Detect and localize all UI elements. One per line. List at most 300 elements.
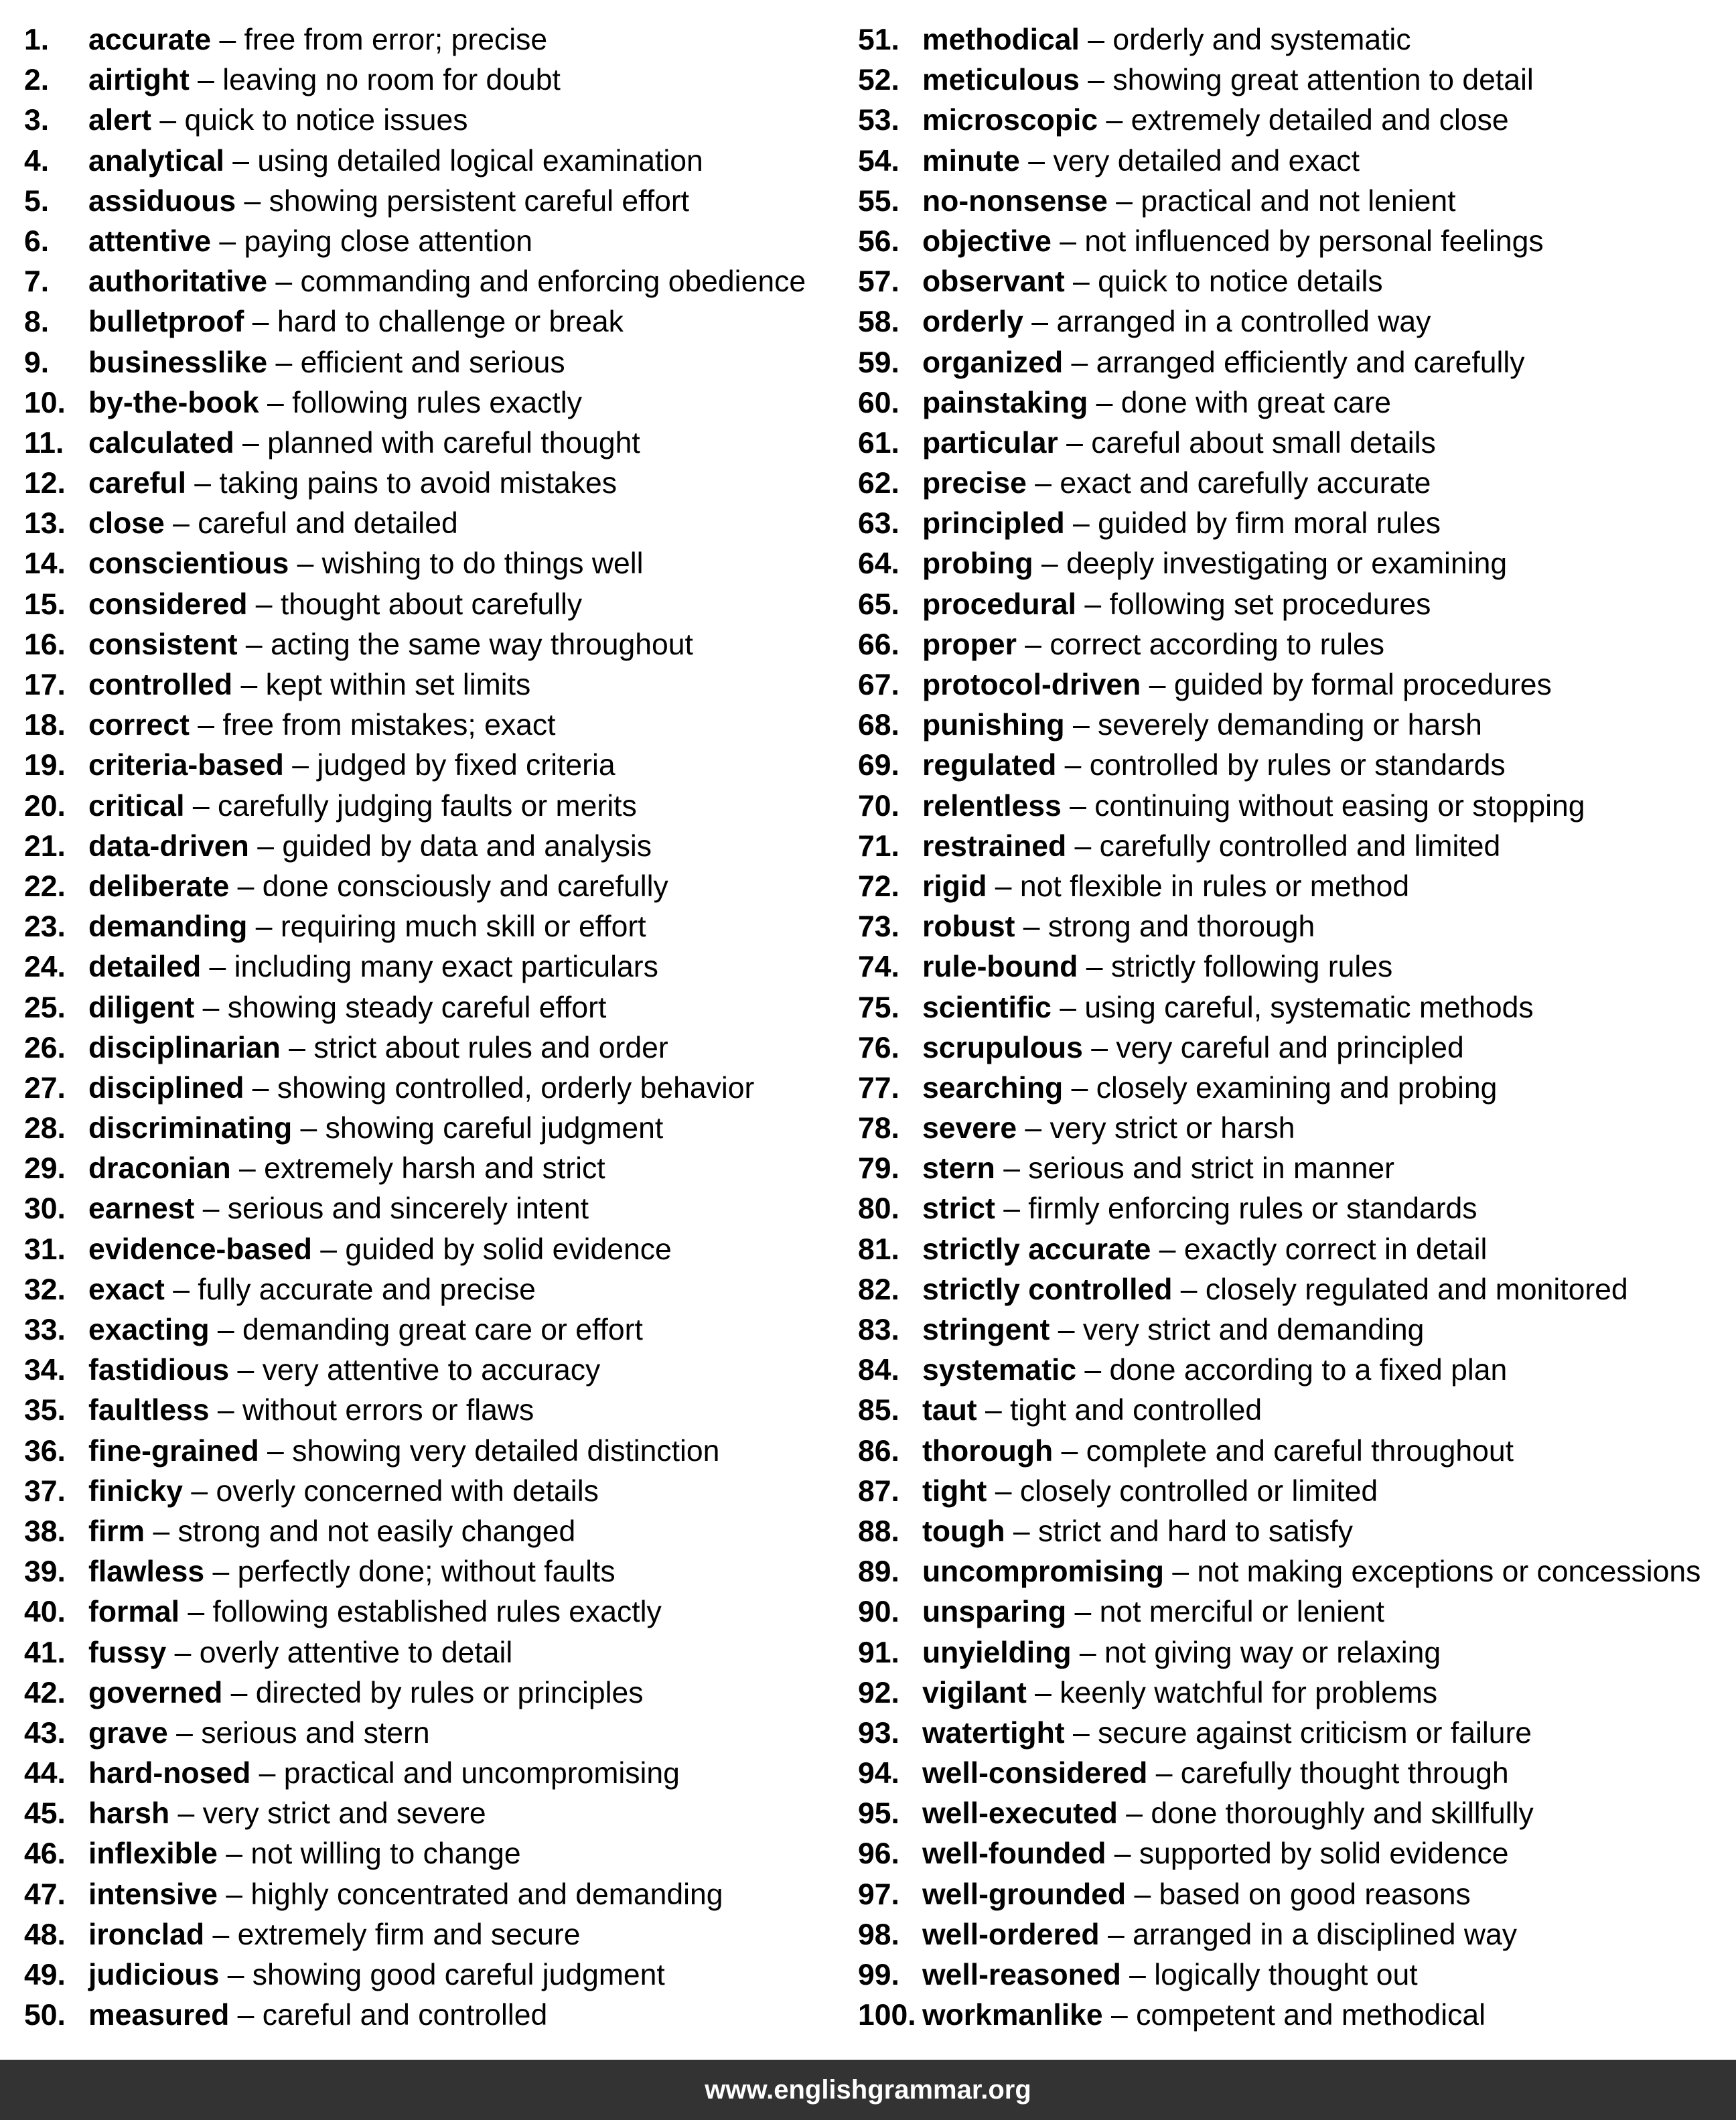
item-definition: – showing controlled, orderly behavior [244,1071,755,1105]
item-number: 82. [858,1273,899,1306]
list-item [24,1149,806,1189]
list-item [24,1350,806,1391]
item-number: 71. [858,829,899,863]
item-word: fastidious [88,1354,230,1387]
item-definition: – using careful, systematic methods [1051,991,1534,1024]
list-item [24,423,806,464]
item-definition: – showing persistent careful effort [236,184,690,218]
item-number: 30. [24,1192,66,1226]
item-word: critical [88,789,185,823]
list-item [24,464,806,504]
list-item [858,1592,1701,1632]
item-word: finicky [88,1474,183,1508]
list-item [858,1673,1701,1713]
item-number: 73. [858,910,899,944]
item-word: unyielding [922,1636,1072,1669]
list-item [858,705,1701,746]
item-definition: – arranged in a controlled way [1023,305,1431,339]
item-definition: – directed by rules or principles [222,1676,644,1709]
list-item [24,302,806,342]
item-number: 95. [858,1797,899,1831]
item-number: 54. [858,144,899,178]
list-item [858,1431,1701,1472]
item-word: considered [88,587,248,621]
item-word: principled [922,507,1065,541]
list-item [858,262,1701,302]
list-item [24,1310,806,1350]
item-word: inflexible [88,1837,218,1871]
item-definition: – overly concerned with details [182,1474,599,1508]
list-item [858,1834,1701,1874]
item-word: attentive [88,224,211,258]
item-number: 79. [858,1152,899,1186]
list-item [858,827,1701,867]
item-definition: – very strict and demanding [1050,1314,1425,1346]
item-word: thorough [922,1434,1054,1468]
item-number: 26. [24,1031,66,1064]
item-word: precise [922,467,1027,500]
list-item [24,746,806,786]
item-definition: – following set procedures [1076,587,1431,621]
item-number: 99. [858,1959,899,1991]
item-word: assiduous [88,184,236,218]
item-word: analytical [88,144,224,178]
item-word: disciplinarian [88,1031,281,1064]
item-definition: – complete and careful throughout [1053,1434,1514,1468]
list-item [858,1109,1701,1149]
item-number: 72. [858,869,899,903]
list-item [858,1713,1701,1754]
list-item [24,1633,806,1673]
item-definition: – exact and carefully accurate [1026,467,1431,500]
item-number: 8. [24,305,50,339]
item-word: methodical [922,23,1080,56]
item-number: 6. [24,224,50,258]
item-number: 67. [858,668,899,701]
list-item [858,746,1701,786]
item-word: robust [922,910,1015,944]
item-definition: – deeply investigating or examining [1033,547,1508,581]
item-number: 42. [24,1676,66,1709]
item-word: relentless [922,789,1062,823]
item-number: 98. [858,1918,899,1951]
item-word: formal [88,1596,179,1629]
item-definition: – extremely firm and secure [204,1918,581,1951]
item-number: 60. [858,386,899,419]
item-number: 51. [858,23,899,56]
footer-bar [0,2060,1736,2120]
list-item [858,100,1701,141]
item-definition: – practical and not lenient [1107,184,1456,218]
item-number: 77. [858,1071,899,1105]
item-word: microscopic [922,104,1098,137]
item-definition: – hard to challenge or break [244,305,624,339]
item-number: 36. [24,1434,66,1468]
item-number: 70. [858,789,899,823]
list-item [858,786,1701,827]
item-definition: – demanding great care or effort [209,1314,643,1346]
item-number: 56. [858,224,899,258]
list-item [858,947,1701,987]
list-item [24,60,806,100]
item-word: well-considered [922,1757,1148,1790]
item-word: careful [88,467,186,500]
list-item [858,1754,1701,1794]
item-number: 20. [24,789,66,823]
item-word: harsh [88,1797,170,1831]
item-word: stern [922,1152,995,1186]
list-item [24,1834,806,1874]
item-number: 81. [858,1232,899,1266]
item-word: authoritative [88,265,268,299]
item-definition: – efficient and serious [267,346,565,379]
item-definition: – strict and hard to satisfy [1005,1514,1353,1548]
item-number: 48. [24,1918,66,1951]
item-word: well-reasoned [922,1959,1121,1991]
item-definition: – carefully thought through [1147,1757,1509,1790]
item-definition: – careful about small details [1058,426,1436,460]
list-item [24,383,806,423]
item-word: draconian [88,1152,231,1186]
item-number: 5. [24,184,50,218]
list-item [24,1270,806,1310]
item-word: disciplined [88,1071,244,1105]
item-definition: – not flexible in rules or method [987,869,1410,903]
right-column [858,20,1701,2036]
list-item [24,1875,806,1915]
item-number: 32. [24,1273,66,1306]
item-definition: – very strict or harsh [1017,1112,1295,1145]
list-item [24,1915,806,1955]
item-word: stringent [922,1314,1050,1346]
item-word: proper [922,628,1017,661]
list-item [24,907,806,947]
item-number: 12. [24,467,66,500]
item-word: by-the-book [88,386,259,419]
item-word: meticulous [922,64,1080,97]
item-definition: – very detailed and exact [1019,144,1360,178]
list-item [858,585,1701,625]
item-word: consistent [88,628,238,661]
list-item [24,222,806,262]
item-definition: – controlled by rules or standards [1056,749,1506,782]
item-number: 92. [858,1676,899,1709]
item-definition: – severely demanding or harsh [1064,709,1482,742]
item-word: controlled [88,668,233,701]
item-number: 90. [858,1596,899,1629]
item-number: 84. [858,1354,899,1387]
item-word: minute [922,144,1020,178]
list-item [24,867,806,907]
item-number: 10. [24,386,66,419]
list-item [24,585,806,625]
list-item [24,1552,806,1592]
item-definition: – extremely harsh and strict [230,1152,605,1186]
item-word: objective [922,224,1052,258]
item-definition: – guided by formal procedures [1141,668,1552,701]
item-definition: – commanding and enforcing obedience [267,265,806,299]
item-definition: – done with great care [1088,386,1391,419]
item-definition: – closely examining and probing [1063,1071,1498,1105]
item-number: 69. [858,749,899,782]
list-item [858,1995,1701,2036]
item-word: well-founded [922,1837,1106,1871]
list-item [858,665,1701,705]
item-definition: – judged by fixed criteria [283,749,616,782]
item-number: 85. [858,1394,899,1427]
list-item [858,504,1701,544]
item-definition: – not merciful or lenient [1066,1596,1384,1629]
item-number: 37. [24,1474,66,1508]
item-definition: – serious and sincerely intent [194,1192,589,1226]
item-definition: – carefully judging faults or merits [184,789,637,823]
item-word: tight [922,1474,987,1508]
item-definition: – done consciously and carefully [229,869,668,903]
item-word: observant [922,265,1065,299]
list-item [858,222,1701,262]
item-number: 89. [858,1555,899,1589]
item-word: ironclad [88,1918,205,1951]
item-number: 58. [858,305,899,339]
left-column [24,20,806,2036]
item-definition: – free from mistakes; exact [189,709,556,742]
list-item [858,544,1701,584]
list-item [24,544,806,584]
item-definition: – kept within set limits [232,668,531,701]
list-item [24,1995,806,2036]
item-word: discriminating [88,1112,293,1145]
item-word: strictly controlled [922,1273,1173,1306]
list-item [24,1230,806,1270]
item-word: data-driven [88,829,249,863]
item-word: organized [922,346,1064,379]
item-number: 65. [858,587,899,621]
item-word: severe [922,1112,1017,1145]
list-item [858,1068,1701,1109]
list-item [24,1391,806,1431]
item-definition: – taking pains to avoid mistakes [186,467,618,500]
item-number: 43. [24,1716,66,1750]
item-definition: – perfectly done; without faults [204,1555,616,1589]
item-definition: – showing good careful judgment [219,1959,665,1991]
list-item [858,1189,1701,1229]
item-word: well-executed [922,1797,1118,1831]
item-word: businesslike [88,346,268,379]
item-word: intensive [88,1878,218,1911]
item-word: protocol-driven [922,668,1141,701]
list-item [24,100,806,141]
item-word: grave [88,1716,168,1750]
item-number: 55. [858,184,899,218]
list-item [24,1068,806,1109]
item-number: 45. [24,1797,66,1831]
item-definition: – supported by solid evidence [1106,1837,1509,1871]
list-item [24,1713,806,1754]
item-word: correct [88,709,190,742]
item-number: 50. [24,1999,66,2032]
item-number: 34. [24,1354,66,1387]
item-word: probing [922,547,1033,581]
list-item [24,1189,806,1229]
item-number: 41. [24,1636,66,1669]
item-word: searching [922,1071,1064,1105]
list-item [858,1512,1701,1552]
item-number: 96. [858,1837,899,1871]
item-number: 68. [858,709,899,742]
list-item [858,1915,1701,1955]
item-word: measured [88,1999,230,2032]
item-word: scrupulous [922,1031,1083,1064]
list-item [24,1109,806,1149]
item-definition: – showing great attention to detail [1079,64,1534,97]
list-item [24,1794,806,1834]
item-definition: – firmly enforcing rules or standards [995,1192,1477,1226]
list-item [24,665,806,705]
item-number: 86. [858,1434,899,1468]
item-definition: – arranged in a disciplined way [1099,1918,1517,1951]
item-word: strict [922,1192,995,1226]
item-definition: – leaving no room for doubt [189,64,561,97]
list-item [24,625,806,665]
item-definition: – following rules exactly [259,386,582,419]
list-item [24,786,806,827]
item-word: fussy [88,1636,167,1669]
list-item [858,1391,1701,1431]
item-number: 62. [858,467,899,500]
item-word: judicious [88,1959,220,1991]
item-definition: – using detailed logical examination [224,144,703,178]
item-number: 17. [24,668,66,701]
list-item [858,343,1701,383]
item-word: demanding [88,910,248,944]
item-word: faultless [88,1394,210,1427]
item-word: conscientious [88,547,289,581]
item-definition: – planned with careful thought [234,426,640,460]
list-item [858,1270,1701,1310]
item-number: 49. [24,1959,66,1991]
item-word: rule-bound [922,950,1078,984]
list-item [24,1512,806,1552]
item-definition: – continuing without easing or stopping [1061,789,1585,823]
item-number: 2. [24,64,50,97]
item-definition: – based on good reasons [1126,1878,1471,1911]
list-item [24,827,806,867]
item-definition: – arranged efficiently and carefully [1063,346,1525,379]
item-definition: – keenly watchful for problems [1026,1676,1438,1709]
list-item [858,302,1701,342]
list-item [24,1028,806,1068]
item-number: 53. [858,104,899,137]
item-definition: – following established rules exactly [179,1596,662,1629]
list-item [24,705,806,746]
item-number: 78. [858,1112,899,1145]
item-definition: – without errors or flaws [209,1394,534,1427]
item-definition: – free from error; precise [211,23,548,56]
item-word: procedural [922,587,1076,621]
item-definition: – serious and stern [167,1716,430,1750]
item-number: 14. [24,547,66,581]
item-number: 66. [858,628,899,661]
item-definition: – exactly correct in detail [1151,1232,1488,1266]
item-definition: – wishing to do things well [289,547,644,581]
list-item [858,1794,1701,1834]
list-item [858,1310,1701,1350]
item-number: 39. [24,1555,66,1589]
list-item [858,1552,1701,1592]
list-item [24,1673,806,1713]
list-item [858,20,1701,60]
item-definition: – carefully controlled and limited [1066,829,1501,863]
list-item [858,383,1701,423]
item-definition: – guided by data and analysis [248,829,652,863]
item-definition: – quick to notice issues [151,104,468,137]
list-item [24,141,806,182]
item-word: close [88,507,165,541]
item-word: tough [922,1514,1005,1548]
item-definition: – careful and detailed [164,507,458,541]
item-number: 9. [24,346,50,379]
item-word: exact [88,1273,165,1306]
item-definition: – done thoroughly and skillfully [1117,1797,1534,1831]
item-definition: – extremely detailed and close [1098,104,1509,137]
item-number: 19. [24,749,66,782]
list-item [24,20,806,60]
list-item [24,1472,806,1512]
item-number: 93. [858,1716,899,1750]
item-word: regulated [922,749,1057,782]
item-word: hard-nosed [88,1757,251,1790]
item-definition: – strict about rules and order [280,1031,668,1064]
item-definition: – not giving way or relaxing [1071,1636,1441,1669]
item-word: vigilant [922,1676,1027,1709]
item-word: exacting [88,1314,210,1346]
list-item [24,1592,806,1632]
item-number: 40. [24,1596,66,1629]
item-number: 7. [24,265,50,299]
item-word: calculated [88,426,234,460]
item-word: scientific [922,991,1052,1024]
item-word: accurate [88,23,212,56]
item-number: 38. [24,1514,66,1548]
item-word: watertight [922,1716,1065,1750]
item-definition: – not making exceptions or concessions [1163,1555,1701,1589]
item-definition: – not willing to change [217,1837,521,1871]
item-number: 100. [858,1999,916,2032]
item-number: 91. [858,1636,899,1669]
item-definition: – strictly following rules [1078,950,1393,984]
list-item [858,423,1701,464]
item-word: detailed [88,950,202,984]
item-definition: – thought about carefully [247,587,583,621]
footer-url[interactable]: www.englishgrammar.org [705,2074,1031,2105]
item-definition: – careful and controlled [229,1999,548,2032]
item-word: diligent [88,991,195,1024]
item-definition: – orderly and systematic [1079,23,1411,56]
list-item [858,1350,1701,1391]
item-number: 83. [858,1314,899,1346]
item-word: criteria-based [88,749,284,782]
list-item [24,1754,806,1794]
item-definition: – overly attentive to detail [166,1636,513,1669]
item-definition: – done according to a fixed plan [1076,1354,1508,1387]
item-definition: – strong and thorough [1015,910,1315,944]
item-number: 1. [24,23,50,56]
item-word: airtight [88,64,190,97]
item-definition: – secure against criticism or failure [1064,1716,1532,1750]
item-definition: – including many exact particulars [201,950,658,984]
list-item [24,947,806,987]
item-number: 64. [858,547,899,581]
